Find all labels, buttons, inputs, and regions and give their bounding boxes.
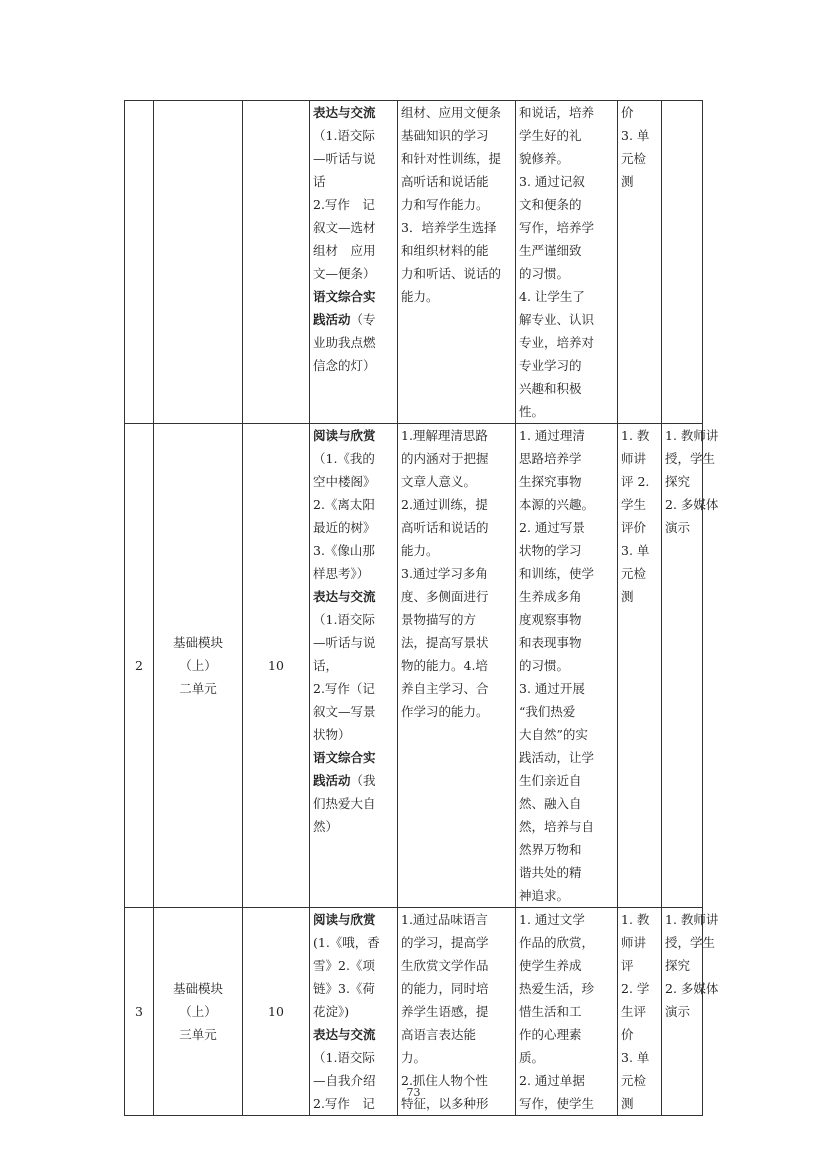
content-line: 语文综合实 (313, 289, 376, 304)
content-line: 状物） (313, 727, 351, 742)
evaluation-line: 测 (621, 1096, 634, 1111)
method-cell (662, 424, 719, 908)
content-line: （1.语交际 (313, 612, 375, 627)
evaluation-line: 学生 (621, 497, 647, 512)
quality-line: 写作，培养学 (519, 220, 595, 235)
unit-line: （上） (179, 658, 217, 673)
quality-line: 谐共处的精 (519, 865, 582, 880)
knowledge-line: 1.通过品味语言 (401, 912, 488, 927)
content-line: 然） (313, 819, 339, 834)
knowledge-line: 特征，以多种形 (401, 1096, 489, 1111)
quality-line: 2. 通过写景 (519, 520, 585, 535)
table-row (125, 424, 703, 908)
content-line: 2.写作 记 (313, 1096, 375, 1111)
page-number: 73 (406, 1086, 421, 1099)
content-line: 们热爱大自 (313, 796, 376, 811)
content-line: 业助我点燃 (313, 335, 376, 350)
content-line: 链》3.《荷 (313, 981, 375, 996)
table-row (125, 908, 703, 1116)
content-line: 话， (313, 658, 339, 673)
unit-line: 基础模块 (172, 981, 223, 996)
method-line: 1. 教师讲 (665, 912, 719, 927)
knowledge-line: 和组织材料的能 (401, 243, 489, 258)
table-row (125, 101, 703, 424)
quality-line: 兴趣和积极 (519, 381, 582, 396)
content-line: 话 (313, 174, 326, 189)
row-number-cell (125, 424, 154, 908)
unit-line: 三单元 (179, 1027, 217, 1042)
content-line: —自我介绍 (313, 1073, 376, 1088)
knowledge-line: 基础知识的学习 (401, 128, 489, 143)
content-line: 3.《像山那 (313, 543, 375, 558)
row-number: 3 (135, 1004, 143, 1019)
quality-line: 专业，培养对 (519, 335, 595, 350)
content-line: —听话与说 (313, 151, 376, 166)
knowledge-cell (398, 101, 516, 424)
evaluation-line: 1. 教 (621, 428, 650, 443)
content-line: 阅读与欣赏 (313, 912, 376, 927)
evaluation-line: 测 (621, 174, 634, 189)
knowledge-line: 生欣赏文学作品 (401, 958, 489, 973)
hours-value: 10 (268, 658, 284, 673)
content-cell (310, 101, 398, 424)
content-cell (310, 908, 398, 1116)
evaluation-line: 师讲 (621, 935, 647, 950)
content-line: 践活动（我 (313, 773, 376, 788)
method-line: 授，学生 (665, 935, 716, 950)
knowledge-line: 法，提高写景状 (401, 635, 489, 650)
unit-cell (154, 101, 243, 424)
content-line: 信念的灯） (313, 358, 376, 373)
content-line: （1.语交际 (313, 128, 375, 143)
quality-line: 文和便条的 (519, 197, 582, 212)
evaluation-cell (618, 908, 662, 1116)
knowledge-line: 高语言表达能 (401, 1027, 477, 1042)
content-line: 语文综合实 (313, 750, 376, 765)
method-line: 演示 (665, 520, 691, 535)
row-number-cell (125, 101, 154, 424)
knowledge-line: 的能力，同时培 (401, 981, 489, 996)
quality-line: 热爱生活，珍 (519, 981, 595, 996)
evaluation-line: 元检 (621, 566, 647, 581)
quality-line: 解专业、认识 (519, 312, 595, 327)
curriculum-table-body (125, 101, 719, 1116)
content-line: （1.《我的 (313, 451, 375, 466)
knowledge-line: 高听话和说话的 (401, 520, 489, 535)
quality-line: 的习惯。 (519, 266, 570, 281)
knowledge-line: 文章人意义。 (401, 474, 477, 489)
content-line: 践活动（专 (313, 312, 376, 327)
quality-cell (516, 424, 618, 908)
quality-line: 性。 (519, 404, 545, 419)
quality-line: “我们热爱 (519, 704, 576, 719)
method-line: 授，学生 (665, 451, 716, 466)
knowledge-line: 度、多侧面进行 (401, 589, 489, 604)
evaluation-line: 师讲 (621, 451, 647, 466)
quality-line: 专业学习的 (519, 358, 582, 373)
quality-line: 2. 通过单据 (519, 1073, 585, 1088)
knowledge-line: 作学习的能力。 (401, 704, 489, 719)
content-line: 表达与交流 (313, 1027, 376, 1042)
knowledge-line: 3．培养学生选择 (401, 220, 497, 235)
evaluation-line: 元检 (621, 151, 647, 166)
quality-line: 1. 通过理清 (519, 428, 585, 443)
quality-line: 本源的兴趣。 (519, 497, 595, 512)
evaluation-line: 元检 (621, 1073, 647, 1088)
content-line: 叙文—选材 (313, 220, 376, 235)
quality-line: 质。 (519, 1050, 545, 1065)
content-line: 样思考》） (313, 566, 370, 581)
method-cell (662, 908, 719, 1116)
quality-line: 的习惯。 (519, 658, 570, 673)
quality-line: 4. 让学生了 (519, 289, 585, 304)
content-line: (1.《哦，香 (313, 935, 380, 950)
evaluation-line: 生评 (621, 1004, 647, 1019)
row-number-cell (125, 908, 154, 1116)
quality-line: 3. 通过开展 (519, 681, 585, 696)
knowledge-line: 和针对性训练，提 (401, 151, 502, 166)
quality-line: 和训练，使学 (519, 566, 595, 581)
quality-line: 作的心理素 (519, 1027, 582, 1042)
knowledge-line: 景物描写的方 (401, 612, 477, 627)
knowledge-line: 2.抓住人物个性 (401, 1073, 488, 1088)
quality-line: 状物的学习 (519, 543, 582, 558)
evaluation-cell (618, 101, 662, 424)
knowledge-cell (398, 908, 516, 1116)
quality-line: 1. 通过文学 (519, 912, 585, 927)
unit-cell (154, 908, 243, 1116)
method-line: 探究 (665, 958, 691, 973)
unit-line: 基础模块 (172, 635, 223, 650)
quality-cell (516, 908, 618, 1116)
method-line: 探究 (665, 474, 691, 489)
knowledge-line: 1.理解理清思路 (401, 428, 488, 443)
content-line: 2.写作 记 (313, 197, 375, 212)
quality-line: 然，培养与自 (519, 819, 595, 834)
hours-cell (243, 908, 310, 1116)
evaluation-line: 价 (621, 105, 634, 120)
knowledge-line: 能力。 (401, 543, 439, 558)
knowledge-line: 高听话和说话能 (401, 174, 489, 189)
method-line: 1. 教师讲 (665, 428, 719, 443)
knowledge-line: 3.通过学习多角 (401, 566, 488, 581)
knowledge-cell (398, 424, 516, 908)
quality-line: 神追求。 (519, 888, 570, 903)
content-line: 阅读与欣赏 (313, 428, 376, 443)
content-line: —听话与说 (313, 635, 376, 650)
quality-line: 践活动，让学 (519, 750, 595, 765)
evaluation-line: 测 (621, 589, 634, 604)
method-cell (662, 101, 703, 424)
evaluation-cell (618, 424, 662, 908)
hours-value: 10 (268, 1004, 284, 1019)
knowledge-line: 2.通过训练，提 (401, 497, 488, 512)
quality-line: 3. 通过记叙 (519, 174, 585, 189)
content-line: 空中楼阁》 (313, 474, 376, 489)
quality-line: 思路培养学 (519, 451, 582, 466)
content-line: 花淀》) (313, 1004, 350, 1019)
quality-line: 生探究事物 (519, 474, 582, 489)
knowledge-line: 养学生语感，提 (401, 1004, 489, 1019)
knowledge-line: 的内涵对于把握 (401, 451, 489, 466)
unit-line: 二单元 (179, 681, 217, 696)
knowledge-line: 力。 (401, 1050, 427, 1065)
evaluation-line: 价 (621, 1027, 634, 1042)
quality-line: 写作，使学生 (519, 1096, 595, 1111)
knowledge-line: 物的能力。4.培 (401, 658, 488, 673)
content-line: 2.写作（记 (313, 681, 375, 696)
hours-cell (243, 101, 310, 424)
quality-line: 和说话，培养 (519, 105, 595, 120)
quality-line: 作品的欣赏， (519, 935, 595, 950)
quality-line: 度观察事物 (519, 612, 582, 627)
quality-line: 然界万物和 (519, 842, 582, 857)
evaluation-line: 3. 单 (621, 543, 650, 558)
knowledge-line: 能力。 (401, 289, 439, 304)
evaluation-line: 评 (621, 958, 634, 973)
quality-line: 使学生养成 (519, 958, 582, 973)
row-number: 2 (135, 658, 143, 673)
content-line: 表达与交流 (313, 589, 376, 604)
curriculum-table (124, 100, 719, 1116)
content-line: 叙文—写景 (313, 704, 376, 719)
evaluation-line: 1. 教 (621, 912, 650, 927)
content-line: 组材 应用 (313, 243, 376, 258)
knowledge-line: 组材、应用文便条 (401, 105, 502, 120)
quality-line: 生严谨细致 (519, 243, 582, 258)
content-line: 雪》2.《项 (313, 958, 375, 973)
quality-line: 惜生活和工 (519, 1004, 582, 1019)
knowledge-line: 养自主学习、合 (401, 681, 489, 696)
evaluation-line: 评 2. (621, 474, 650, 489)
content-line: 最近的树》 (313, 520, 376, 535)
content-line: 表达与交流 (313, 105, 376, 120)
knowledge-line: 力和听话、说话的 (401, 266, 502, 281)
hours-cell (243, 424, 310, 908)
method-line: 演示 (665, 1004, 691, 1019)
quality-line: 然、融入自 (519, 796, 582, 811)
evaluation-line: 3. 单 (621, 1050, 650, 1065)
knowledge-line: 力和写作能力。 (401, 197, 489, 212)
unit-line: （上） (179, 1004, 217, 1019)
quality-cell (516, 101, 618, 424)
unit-cell (154, 424, 243, 908)
quality-line: 生养成多角 (519, 589, 582, 604)
quality-line: 和表现事物 (519, 635, 582, 650)
evaluation-line: 2. 学 (621, 981, 650, 996)
quality-line: 学生好的礼 (519, 128, 582, 143)
content-line: 文—便条） (313, 266, 376, 281)
evaluation-line: 评价 (621, 520, 647, 535)
content-line: 2.《离太阳 (313, 497, 375, 512)
quality-line: 生们亲近自 (519, 773, 582, 788)
content-line: （1.语交际 (313, 1050, 375, 1065)
knowledge-line: 的学习，提高学 (401, 935, 489, 950)
method-line: 2. 多媒体 (665, 981, 719, 996)
evaluation-line: 3. 单 (621, 128, 650, 143)
quality-line: 大自然”的实 (519, 727, 588, 742)
method-line: 2. 多媒体 (665, 497, 719, 512)
content-cell (310, 424, 398, 908)
quality-line: 貌修养。 (519, 151, 570, 166)
